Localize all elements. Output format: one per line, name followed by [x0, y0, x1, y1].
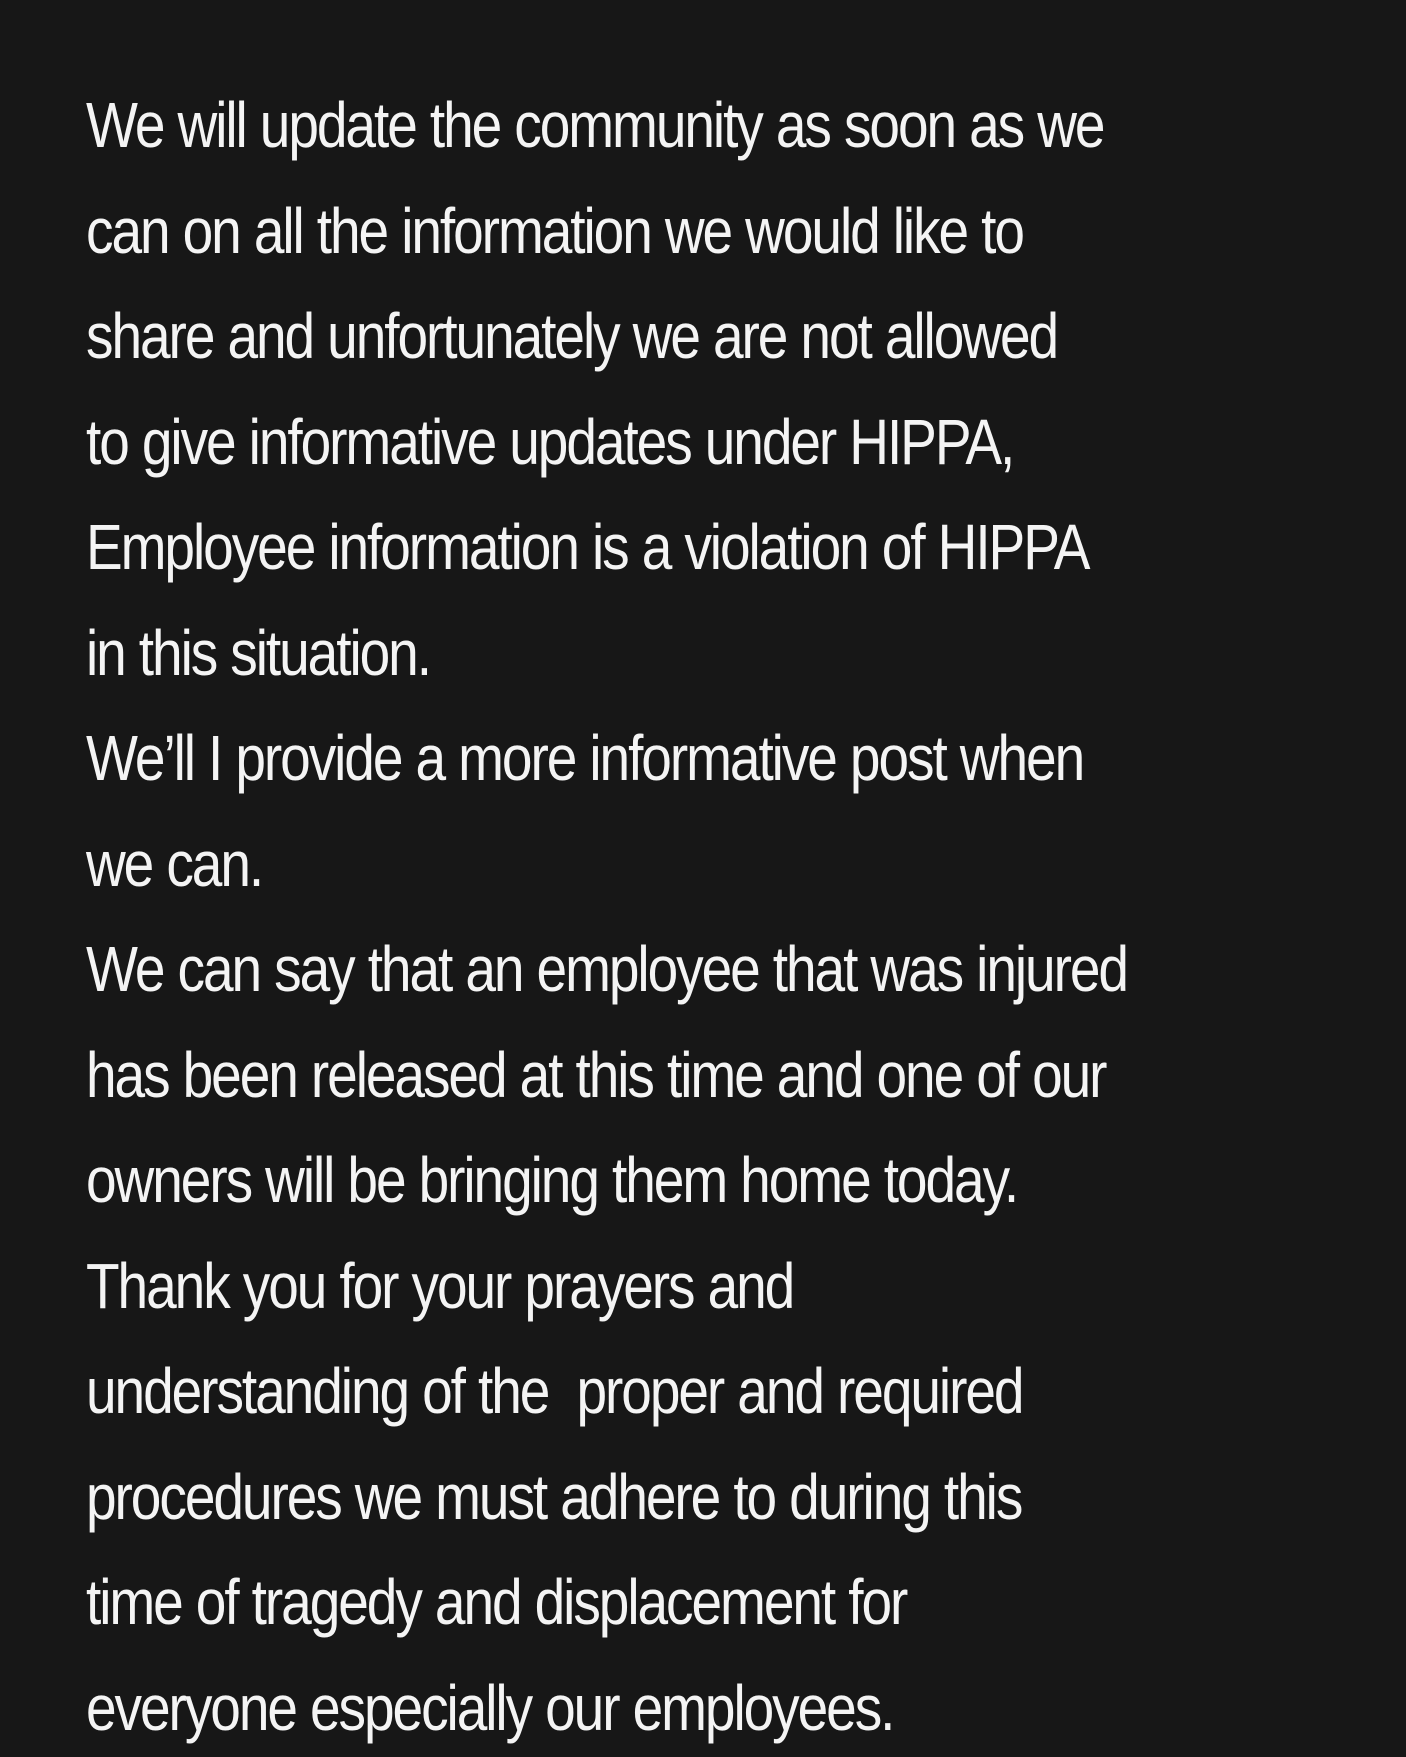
statement-line: We can say that an employee that was injured	[86, 933, 1127, 1005]
statement-line: time of tragedy and displacement for	[86, 1566, 907, 1638]
statement-line: in this situation.	[86, 616, 430, 689]
statement-line: We’ll I provide a more informative post when	[86, 722, 1084, 794]
statement-line: procedures we must adhere to during this	[86, 1460, 1022, 1533]
statement-line: understanding of the proper and required	[86, 1355, 1023, 1427]
statement-line: owners will be bringing them home today.	[86, 1144, 1018, 1216]
statement-line: We will update the community as soon as we	[86, 89, 1104, 161]
statement-line: to give informative updates under HIPPA,	[86, 405, 1014, 478]
statement-text	[86, 0, 1386, 1757]
statement-line: can on all the information we would like to	[86, 194, 1023, 267]
statement-line: share and unfortunately we are not allowed	[86, 300, 1058, 372]
statement-line: has been released at this time and one of our	[86, 1038, 1106, 1111]
statement-line: Thank you for your prayers and	[86, 1249, 794, 1322]
statement-line: everyone especially our employees.	[86, 1671, 894, 1744]
statement-line: Employee information is a violation of HIPPA	[86, 511, 1089, 583]
statement-line: we can.	[86, 827, 263, 900]
